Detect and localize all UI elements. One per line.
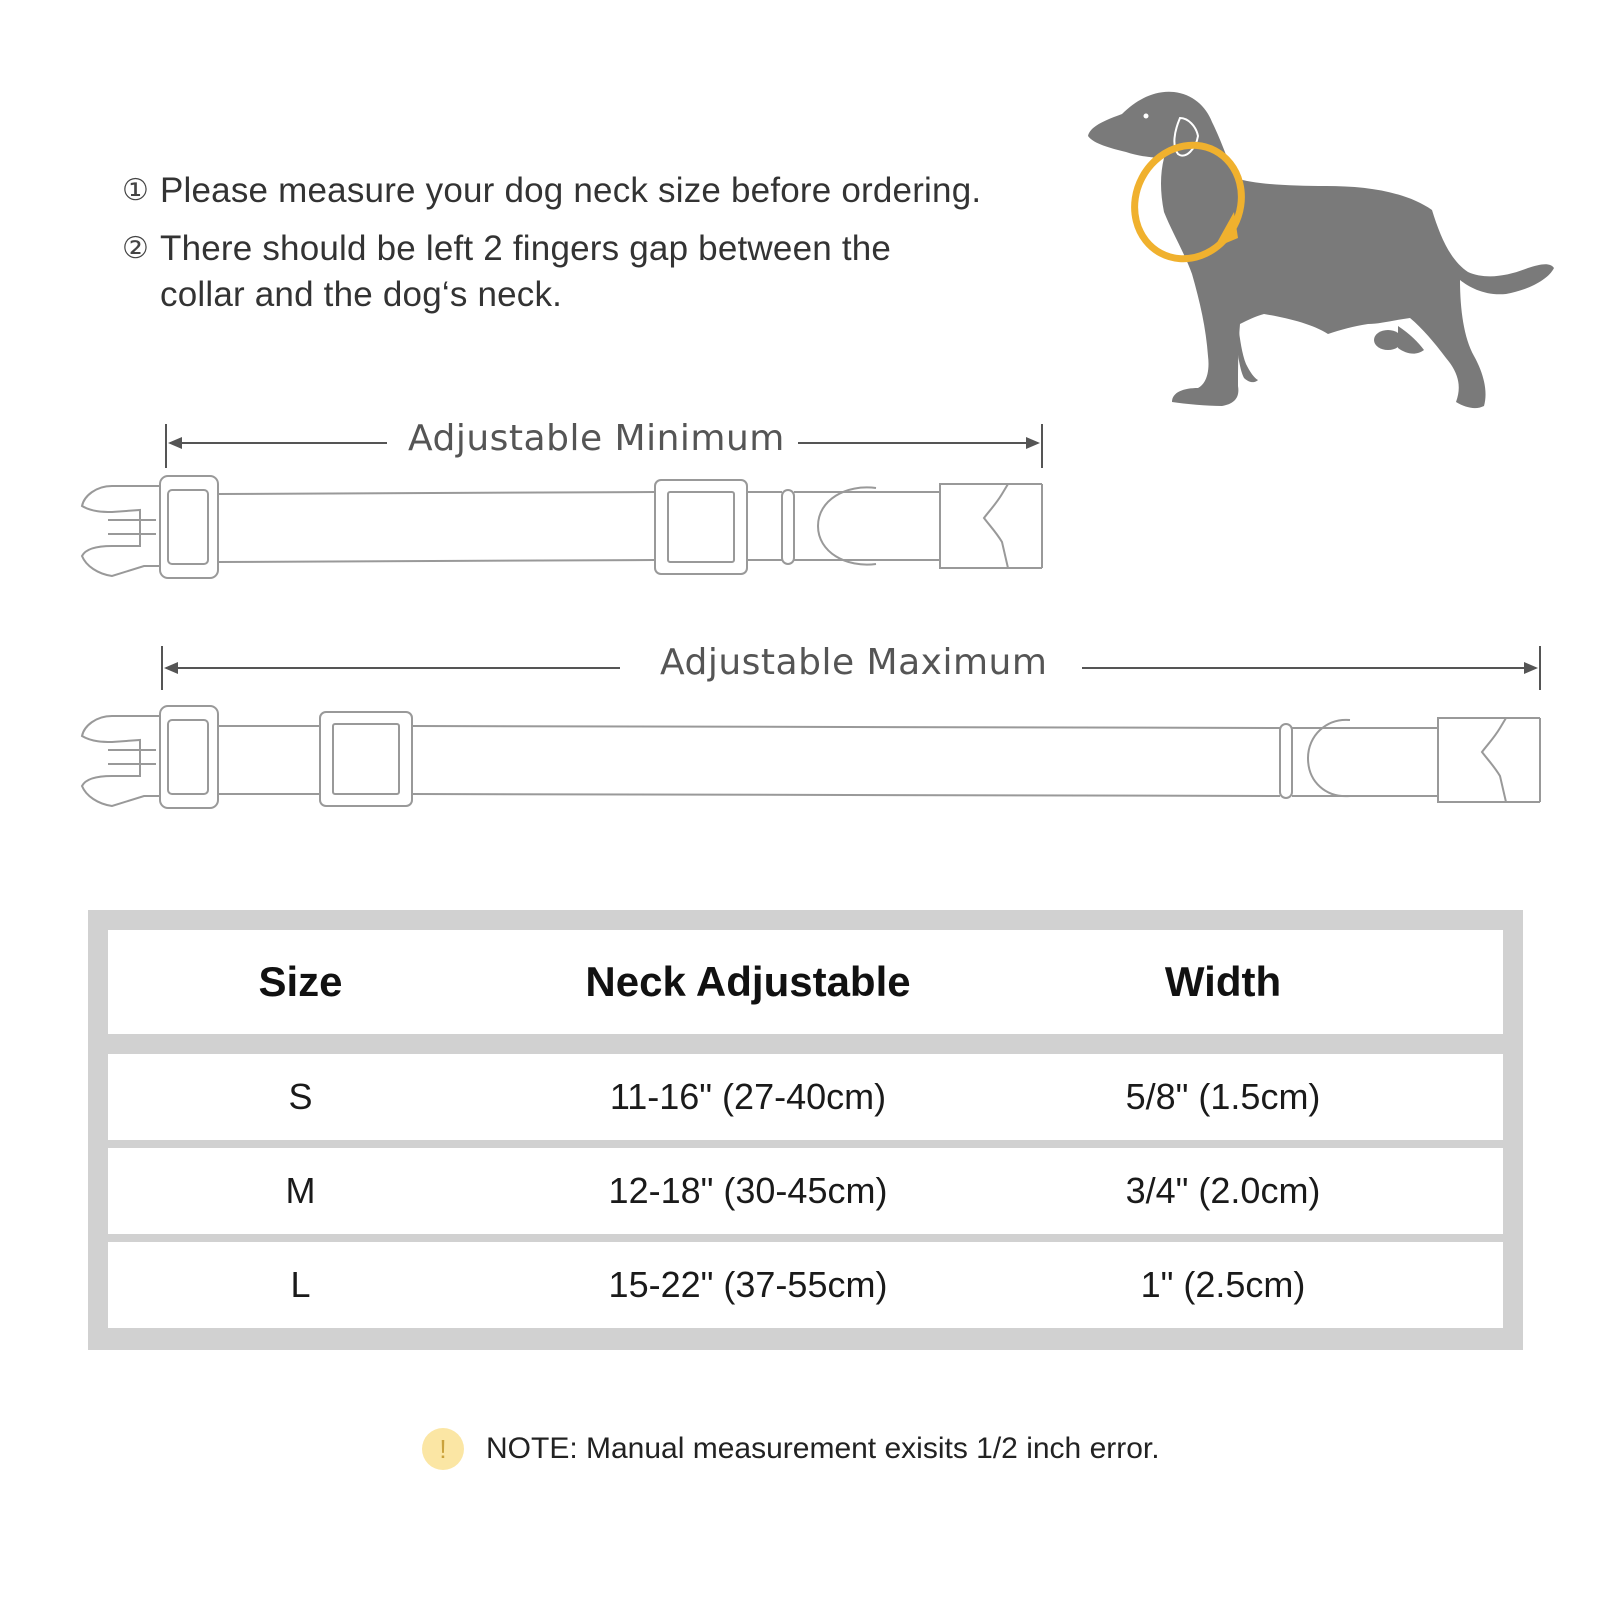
cell-size: M <box>285 1170 316 1211</box>
header-width: Width <box>1164 958 1282 1005</box>
table-row <box>108 1054 1503 1140</box>
instruction-text: There should be left 2 fingers gap between the collar and the dog‘s neck. <box>160 229 892 314</box>
note-text: NOTE: Manual measurement exisits 1/2 inch error. <box>486 1432 1160 1465</box>
warning-icon: ! <box>422 1428 464 1470</box>
table-header-row <box>108 930 1503 1034</box>
note <box>422 1428 1160 1470</box>
size-table <box>88 910 1523 1350</box>
cell-neck-adjustable: 15-22" (37-55cm) <box>608 1264 888 1305</box>
table-row <box>108 1148 1503 1234</box>
header-size: Size <box>258 958 343 1005</box>
cell-width: 1" (2.5cm) <box>1140 1264 1306 1305</box>
adjustable-minimum-label: Adjustable Minimum <box>408 418 785 459</box>
cell-width: 3/4" (2.0cm) <box>1125 1170 1321 1211</box>
instruction-number: ② <box>122 231 150 266</box>
cell-size: S <box>288 1076 313 1117</box>
instruction-number: ① <box>122 173 150 208</box>
header-neck-adjustable: Neck Adjustable <box>585 958 911 1005</box>
instruction-text: Please measure your dog neck size before ordering. <box>160 171 982 210</box>
cell-size: L <box>290 1264 311 1305</box>
adjustable-maximum-label: Adjustable Maximum <box>660 642 1048 683</box>
table-row <box>108 1242 1503 1328</box>
cell-neck-adjustable: 11-16" (27-40cm) <box>609 1076 887 1117</box>
cell-neck-adjustable: 12-18" (30-45cm) <box>608 1170 888 1211</box>
cell-width: 5/8" (1.5cm) <box>1125 1076 1321 1117</box>
